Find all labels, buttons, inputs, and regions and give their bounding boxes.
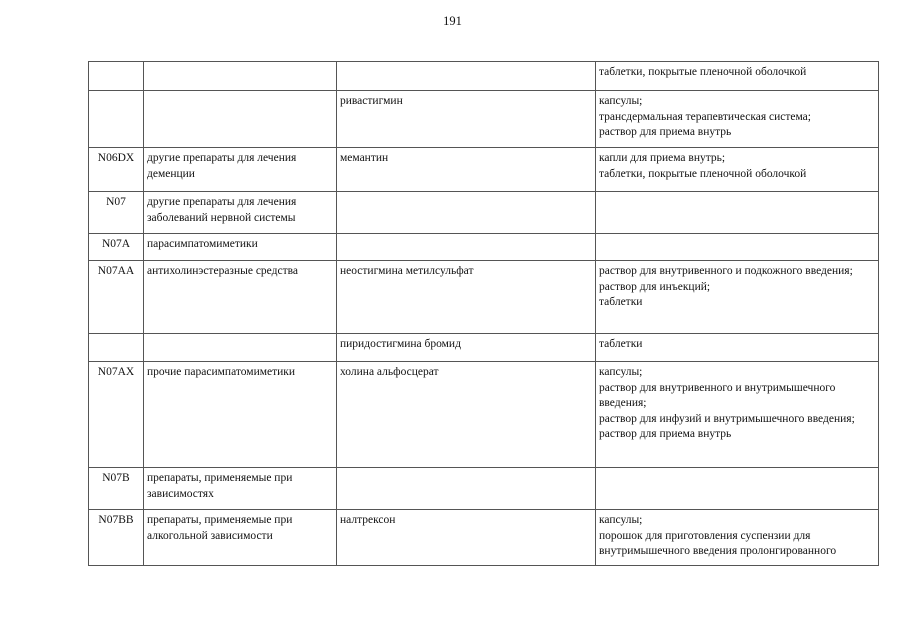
group-cell: препараты, применяемые при зависимостях — [144, 468, 337, 510]
atc-code-cell: N07A — [89, 234, 144, 261]
dosage-form: раствор для инфузий и внутримышечного введения; — [599, 412, 855, 425]
group-cell — [144, 334, 337, 362]
drug-cell — [337, 192, 596, 234]
group-cell: парасимпатомиметики — [144, 234, 337, 261]
forms-cell — [596, 261, 879, 334]
drug-cell: холина альфосцерат — [337, 362, 596, 468]
drug-cell: налтрексон — [337, 510, 596, 566]
table-row — [89, 468, 879, 510]
table-row — [89, 148, 879, 192]
dosage-form: капсулы; — [599, 95, 643, 107]
dosage-form: таблетки — [599, 338, 643, 350]
table-row — [89, 334, 879, 362]
dosage-form: капсулы; — [599, 366, 643, 378]
group-cell: другие препараты для лечения деменции — [144, 148, 337, 192]
forms-cell — [596, 468, 879, 510]
dosage-form: раствор для инъекций; — [599, 280, 711, 293]
atc-code-cell: N07 — [89, 192, 144, 234]
forms-cell — [596, 62, 879, 91]
atc-code-cell: N07BB — [89, 510, 144, 566]
drug-cell: неостигмина метилсульфат — [337, 261, 596, 334]
atc-code-cell: N07AA — [89, 261, 144, 334]
group-cell: прочие парасимпатомиметики — [144, 362, 337, 468]
dosage-form: капсулы; — [599, 514, 643, 526]
forms-cell — [596, 234, 879, 261]
group-cell — [144, 62, 337, 91]
table-row — [89, 62, 879, 91]
table-row — [89, 261, 879, 334]
forms-cell — [596, 192, 879, 234]
group-cell — [144, 91, 337, 148]
dosage-form: раствор для внутривенного и внутримышечного введения; — [599, 381, 836, 409]
drug-cell — [337, 468, 596, 510]
forms-cell — [596, 510, 879, 566]
group-cell: другие препараты для лечения заболеваний нервной системы — [144, 192, 337, 234]
atc-code-cell: N07AX — [89, 362, 144, 468]
group-cell: антихолинэстеразные средства — [144, 261, 337, 334]
dosage-form: таблетки — [599, 296, 643, 308]
atc-code-cell — [89, 62, 144, 91]
dosage-form: таблетки, покрытые пленочной оболочкой — [599, 167, 807, 180]
forms-cell — [596, 334, 879, 362]
dosage-form: трансдермальная терапевтическая система; — [599, 110, 811, 123]
drug-cell — [337, 234, 596, 261]
forms-cell — [596, 91, 879, 148]
medication-table — [88, 61, 879, 566]
dosage-form: капли для приема внутрь; — [599, 152, 726, 164]
forms-cell — [596, 148, 879, 192]
atc-code-cell — [89, 334, 144, 362]
drug-cell — [337, 62, 596, 91]
atc-code-cell: N06DX — [89, 148, 144, 192]
dosage-form: раствор для приема внутрь — [599, 126, 732, 138]
dosage-form: порошок для приготовления суспензии для внутримышечного введения пролонгированного — [599, 529, 837, 557]
dosage-form: раствор для приема внутрь — [599, 428, 732, 440]
drug-cell: мемантин — [337, 148, 596, 192]
atc-code-cell — [89, 91, 144, 148]
table-row — [89, 234, 879, 261]
atc-code-cell: N07B — [89, 468, 144, 510]
forms-cell — [596, 362, 879, 468]
page-number: 191 — [443, 14, 462, 28]
table-row — [89, 91, 879, 148]
group-cell: препараты, применяемые при алкогольной зависимости — [144, 510, 337, 566]
table-row — [89, 510, 879, 566]
drug-cell: пиридостигмина бромид — [337, 334, 596, 362]
table-row — [89, 192, 879, 234]
dosage-form: таблетки, покрытые пленочной оболочкой — [599, 66, 807, 78]
table-row — [89, 362, 879, 468]
dosage-form: раствор для внутривенного и подкожного введения; — [599, 265, 853, 277]
drug-cell: ривастигмин — [337, 91, 596, 148]
